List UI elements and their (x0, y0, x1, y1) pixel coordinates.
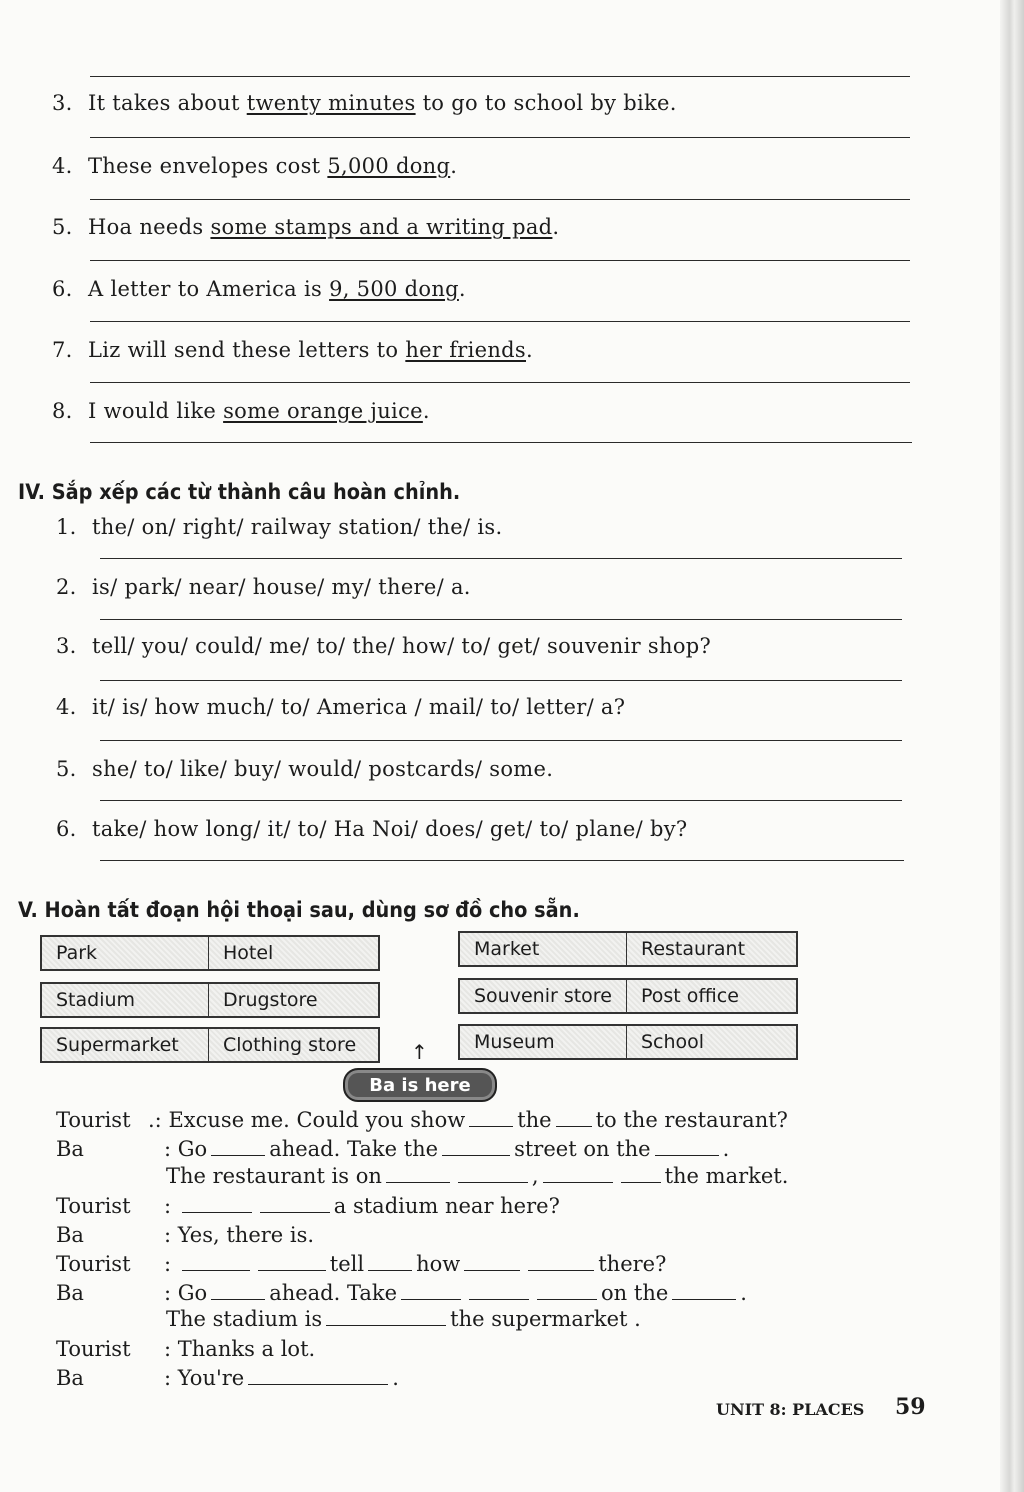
unit-label: UNIT 8: PLACES (716, 1400, 865, 1419)
map-label-stadium: Stadium (42, 984, 208, 1016)
blank (258, 1252, 326, 1271)
item-text: is/ park/ near/ house/ my/ there/ a. (92, 575, 471, 599)
item-number: 3. (56, 634, 77, 658)
answer-line (90, 442, 912, 443)
blank (458, 1164, 528, 1183)
underlined-phrase: twenty minutes (246, 91, 416, 115)
speaker-ba: Ba (56, 1281, 84, 1305)
blank (543, 1164, 613, 1183)
blank (469, 1108, 513, 1127)
map-label-park: Park (42, 937, 208, 969)
answer-line (100, 860, 904, 861)
dialogue-text: The stadium is (166, 1307, 323, 1331)
map-label-restaurant: Restaurant (626, 933, 796, 965)
answer-line (100, 680, 902, 681)
answer-line (90, 137, 910, 138)
colon: .: (148, 1108, 162, 1132)
dialogue-text: Yes, there is. (177, 1223, 315, 1247)
blank (537, 1281, 597, 1300)
map-block-right-1 (458, 931, 798, 967)
dialogue-text: the (517, 1108, 552, 1132)
map-label-souvenir-store: Souvenir store (460, 980, 626, 1012)
scramble-item-2 (56, 574, 471, 600)
dialogue-text: ahead. Take (269, 1281, 398, 1305)
dialogue-text: Thanks a lot. (177, 1337, 316, 1361)
speaker-tourist: Tourist (56, 1194, 131, 1218)
dialogue-text: the supermarket . (450, 1307, 641, 1331)
item-text: I would like (88, 399, 224, 423)
blank (260, 1194, 330, 1213)
speaker-ba: Ba (56, 1137, 84, 1161)
map-label-supermarket: Supermarket (42, 1029, 208, 1061)
up-arrow-icon: ↑ (411, 1040, 428, 1064)
item-number: 2. (56, 575, 77, 599)
item-text: to go to school by bike. (415, 91, 677, 115)
blank (182, 1252, 250, 1271)
item-text: it/ is/ how much/ to/ America / mail/ to/ letter/ a? (92, 695, 626, 719)
blank (401, 1281, 461, 1300)
speaker-tourist: Tourist (56, 1252, 131, 1276)
blank (211, 1281, 265, 1300)
item-text: These envelopes cost (88, 154, 328, 178)
exercise-item-6 (52, 276, 466, 302)
item-text: she/ to/ like/ buy/ would/ postcards/ some. (92, 757, 554, 781)
item-text: Hoa needs (88, 215, 211, 239)
map-label-museum: Museum (460, 1026, 626, 1058)
underlined-phrase: 9, 500 dong (329, 277, 459, 301)
answer-line (100, 800, 902, 801)
dialogue-line-5: Ba : Yes, there is. (56, 1221, 314, 1250)
blank (528, 1252, 594, 1271)
blank (211, 1137, 265, 1156)
dialogue-line-2: Ba : Go ahead. Take the street on the . (56, 1135, 729, 1164)
blank (655, 1137, 719, 1156)
exercise-item-4 (52, 153, 457, 179)
answer-line (100, 619, 902, 620)
item-number: 4. (52, 154, 73, 178)
answer-line (90, 321, 910, 322)
speaker-ba: Ba (56, 1366, 84, 1390)
blank (326, 1307, 446, 1326)
item-number: 6. (52, 277, 73, 301)
item-number: 7. (52, 338, 73, 362)
map-label-market: Market (460, 933, 626, 965)
scramble-item-6 (56, 816, 687, 842)
item-number: 8. (52, 399, 73, 423)
answer-line (90, 382, 910, 383)
answer-line (90, 260, 910, 261)
dialogue-line-10: Ba : You're . (56, 1364, 399, 1393)
exercise-item-5 (52, 214, 559, 240)
item-number: 5. (56, 757, 77, 781)
dialogue-line-4: Tourist : a stadium near here? (56, 1192, 560, 1221)
section-iv-heading: IV. Sắp xếp các từ thành câu hoàn chỉnh. (18, 480, 461, 504)
blank (248, 1366, 388, 1385)
dialogue-line-8 (166, 1305, 641, 1334)
item-text: Liz will send these letters to (88, 338, 406, 362)
blank (386, 1164, 450, 1183)
underlined-phrase: some stamps and a writing pad (210, 215, 553, 239)
exercise-item-3 (52, 90, 677, 116)
underlined-phrase: 5,000 dong (327, 154, 451, 178)
map-block-right-3 (458, 1024, 798, 1060)
blank (368, 1252, 412, 1271)
item-number: 1. (56, 515, 77, 539)
ba-is-here-badge: Ba is here (343, 1068, 497, 1102)
blank (469, 1281, 529, 1300)
dialogue-line-1 (56, 1106, 788, 1135)
blank (672, 1281, 736, 1300)
dialogue-text: on the (601, 1281, 669, 1305)
dialogue-text: Go (177, 1137, 208, 1161)
scramble-item-3 (56, 633, 711, 659)
item-text: . (458, 277, 466, 301)
map-label-clothing-store: Clothing store (208, 1029, 378, 1061)
item-number: 6. (56, 817, 77, 841)
section-v-heading: V. Hoàn tất đoạn hội thoại sau, dùng sơ đồ cho sẵn. (18, 898, 580, 922)
map-label-hotel: Hotel (208, 937, 378, 969)
item-number: 3. (52, 91, 73, 115)
item-number: 5. (52, 215, 73, 239)
dialogue-text: The restaurant is on (166, 1164, 382, 1188)
dialogue-text: to the restaurant? (595, 1108, 788, 1132)
blank (621, 1164, 661, 1183)
item-text: . (450, 154, 458, 178)
answer-line (90, 199, 910, 200)
dialogue-text: tell (329, 1252, 365, 1276)
speaker-tourist: Tourist (56, 1108, 131, 1132)
map-block-left-3 (40, 1027, 380, 1063)
map-label-post-office: Post office (626, 980, 796, 1012)
answer-line (100, 740, 902, 741)
item-text: A letter to America is (88, 277, 330, 301)
page-binding-edge (1000, 0, 1024, 1492)
dialogue-text: how (416, 1252, 461, 1276)
map-label-drugstore: Drugstore (208, 984, 378, 1016)
item-number: 4. (56, 695, 77, 719)
dialogue-text: the market. (664, 1164, 789, 1188)
underlined-phrase: her friends (405, 338, 526, 362)
item-text: . (422, 399, 430, 423)
answer-line (90, 76, 910, 77)
speaker-ba: Ba (56, 1223, 84, 1247)
item-text: . (526, 338, 533, 362)
map-block-left-1 (40, 935, 380, 971)
blank (464, 1252, 520, 1271)
dialogue-text: Go (177, 1281, 208, 1305)
dialogue-line-7: Ba : Go ahead. Take on the . (56, 1279, 747, 1308)
dialogue-text: street on the (514, 1137, 651, 1161)
speaker-tourist: Tourist (56, 1337, 131, 1361)
underlined-phrase: some orange juice (223, 399, 423, 423)
dialogue-line-3: The restaurant is on , the market. (166, 1164, 789, 1188)
item-text: tell/ you/ could/ me/ to/ the/ how/ to/ get/ souvenir shop? (92, 634, 712, 658)
scramble-item-5 (56, 756, 553, 782)
item-text: . (552, 215, 560, 239)
dialogue-line-9: Tourist : Thanks a lot. (56, 1335, 315, 1364)
dialogue-text: ahead. Take the (269, 1137, 439, 1161)
blank (556, 1108, 592, 1127)
item-text: It takes about (88, 91, 247, 115)
dialogue-text: Excuse me. Could you show (168, 1108, 466, 1132)
dialogue-text: a stadium near here? (333, 1194, 560, 1218)
map-block-right-2 (458, 978, 798, 1014)
dialogue-text: there? (598, 1252, 667, 1276)
answer-line (100, 558, 902, 559)
dialogue-line-6: Tourist : tell how there? (56, 1250, 666, 1279)
blank (182, 1194, 252, 1213)
blank (442, 1137, 510, 1156)
exercise-item-8 (52, 398, 430, 424)
scramble-item-1 (56, 514, 502, 540)
page-number: 59 (895, 1394, 926, 1420)
item-text: the/ on/ right/ railway station/ the/ is. (92, 515, 503, 539)
dialogue-text: You're (177, 1366, 245, 1390)
item-text: take/ how long/ it/ to/ Ha Noi/ does/ get/ to/ plane/ by? (92, 817, 688, 841)
map-block-left-2 (40, 982, 380, 1018)
exercise-item-7 (52, 337, 533, 363)
map-label-school: School (626, 1026, 796, 1058)
scramble-item-4 (56, 694, 625, 720)
